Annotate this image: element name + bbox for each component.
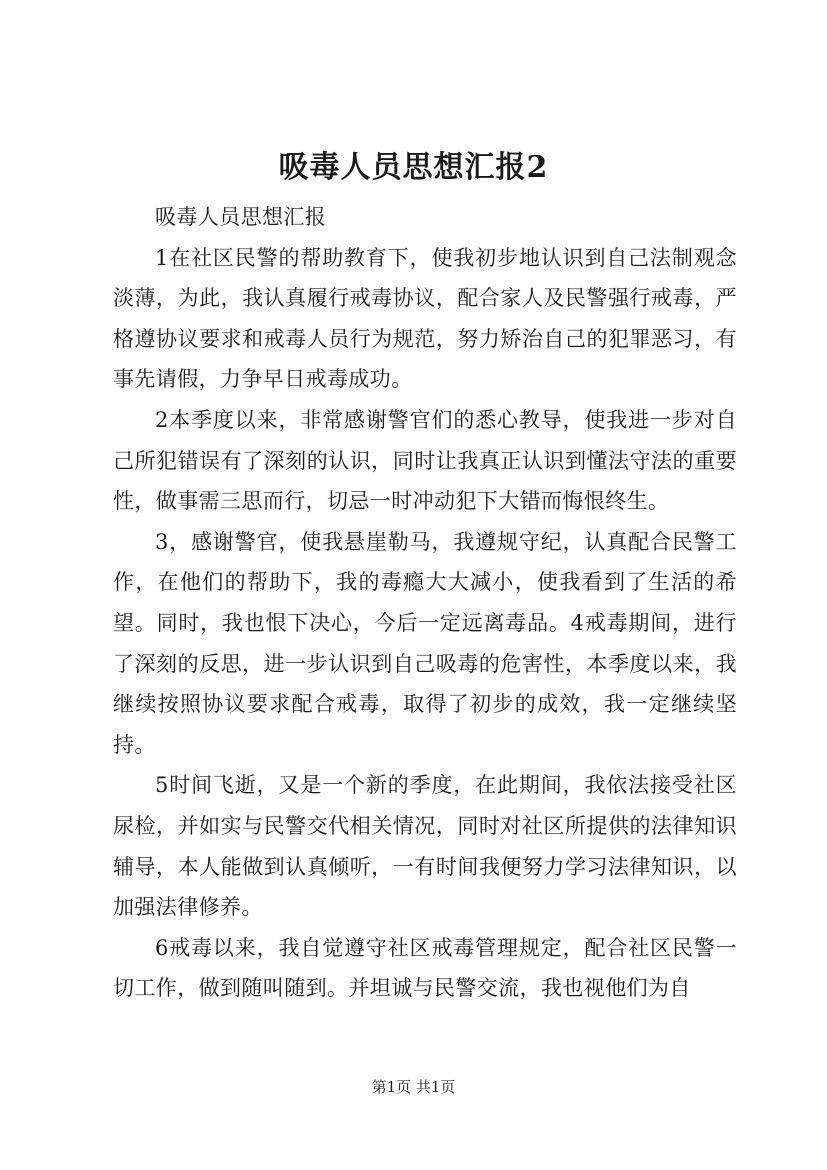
paragraph-5: 5时间飞逝，又是一个新的季度，在此期间，我依法接受社区尿检，并如实与民警交代相关情况，同时对社区所提供的法律知识辅导，本人能做到认真倾听，一有时间我便努力学习法律知识，以加强法律修养。 bbox=[113, 773, 737, 920]
paragraph-subtitle: 吸毒人员思想汇报 bbox=[155, 205, 327, 229]
paragraph-6: 6戒毒以来，我自觉遵守社区戒毒管理规定，配合社区民警一切工作，做到随叫随到。并坦诚与民警交流，我也视他们为自 bbox=[113, 935, 737, 1001]
paragraph-1: 1在社区民警的帮助教育下，使我初步地认识到自己法制观念淡薄，为此，我认真履行戒毒协议，配合家人及民警强行戒毒，严格遵协议要求和戒毒人员行为规范，努力矫治自己的犯罪恶习，有事先请假，力争早日戒毒成功。 bbox=[113, 245, 737, 392]
document-title: 吸毒人员思想汇报2 bbox=[278, 150, 549, 185]
page-footer bbox=[0, 1077, 827, 1097]
page-number-label: 第1页 共1页 bbox=[371, 1078, 456, 1096]
document-body bbox=[113, 197, 737, 1009]
paragraph-2: 2本季度以来，非常感谢警官们的悉心教导，使我进一步对自己所犯错误有了深刻的认识，同时让我真正认识到懂法守法的重要性，做事需三思而行，切忌一时冲动犯下大错而悔恨终生。 bbox=[113, 407, 737, 514]
paragraph-3: 3，感谢警官，使我悬崖勒马，我遵规守纪，认真配合民警工作，在他们的帮助下，我的毒瘾大大减小，使我看到了生活的希望。同时，我也恨下决心，今后一定远离毒品。4戒毒期间，进行了深刻的反思，进一步认识到自己吸毒的危害性，本季度以来，我继续按照协议要求配合戒毒，取得了初步的成效，我一定继续坚持。 bbox=[113, 529, 737, 757]
